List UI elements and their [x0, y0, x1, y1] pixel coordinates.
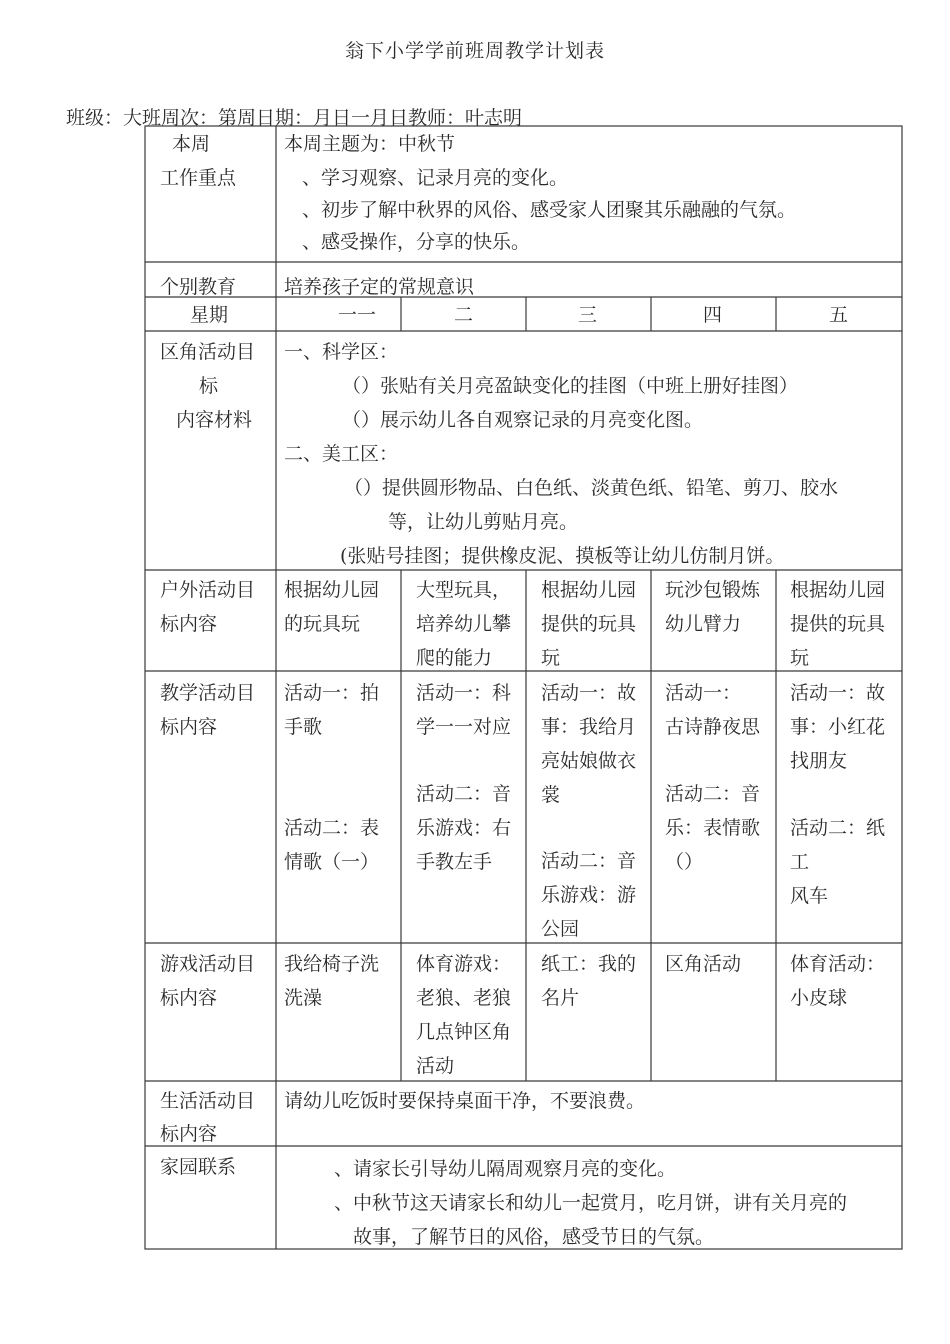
teaching-mon-line1: 活动一：拍 — [284, 682, 380, 704]
teaching-wed-line4: 裳 — [541, 784, 561, 806]
outdoor-wed-line3: 玩 — [541, 647, 561, 669]
teaching-thu-line6: （） — [665, 851, 704, 873]
game-tue-line3: 几点钟区角 — [416, 1021, 512, 1043]
teaching-fri-line7: 风车 — [790, 885, 829, 907]
teaching-tue-line4: 活动二：音 — [416, 783, 512, 805]
weekday-monday: 一一 — [338, 304, 377, 326]
game-tue-line2: 老狼、老狼 — [416, 987, 512, 1009]
weekday-thursday: 四 — [703, 304, 723, 326]
family-line-1: 、请家长引导幼儿隔周观察月亮的变化。 — [334, 1158, 677, 1180]
document-title: 翁下小学学前班周教学计划表 — [344, 40, 605, 62]
outdoor-thu-line2: 幼儿臂力 — [665, 613, 742, 635]
life-label-line1: 生活活动目 — [160, 1090, 256, 1112]
teaching-mon-line5: 活动二：表 — [284, 817, 380, 839]
life-label-line2: 标内容 — [160, 1123, 218, 1145]
game-fri-line1: 体育活动： — [790, 953, 886, 975]
individual-text: 培养孩子定的常规意识 — [284, 276, 475, 298]
family-line-2: 、中秋节这天请家长和幼儿一起赏月，吃月饼，讲有关月亮的 — [334, 1192, 848, 1214]
outdoor-label-line1: 户外活动目 — [160, 579, 256, 601]
teaching-mon-line2: 手歌 — [284, 716, 323, 738]
focus-item-2: 、初步了解中秋界的风俗、感受家人团聚其乐融融的气氛。 — [302, 199, 797, 221]
game-fri-line2: 小皮球 — [790, 987, 848, 1009]
corner-line-4: 二、美工区： — [284, 443, 399, 465]
game-tue-line4: 活动 — [416, 1055, 455, 1077]
teaching-thu-line5: 乐：表情歌 — [665, 817, 761, 839]
family-line-3: 故事，了解节日的风俗，感受节日的气氛。 — [353, 1226, 715, 1248]
teaching-thu-line2: 古诗静夜思 — [665, 716, 761, 738]
outdoor-tue-line1: 大型玩具， — [416, 579, 512, 601]
outdoor-tue-line2: 培养幼儿攀 — [416, 613, 512, 635]
teaching-thu-line4: 活动二：音 — [665, 783, 761, 805]
outdoor-mon-line1: 根据幼儿园 — [284, 579, 380, 601]
teaching-fri-line6: 工 — [790, 851, 810, 873]
corner-label-line2: 标 — [199, 375, 219, 397]
teaching-thu-line1: 活动一： — [665, 682, 742, 704]
outdoor-fri-line1: 根据幼儿园 — [790, 579, 886, 601]
outdoor-fri-line2: 提供的玩具 — [790, 613, 886, 635]
teaching-wed-line3: 亮姑娘做衣 — [541, 750, 637, 772]
game-thu-line1: 区角活动 — [665, 953, 742, 975]
focus-label-line1: 本周 — [172, 133, 211, 155]
teaching-tue-line1: 活动一：科 — [416, 682, 512, 704]
teaching-mon-line6: 情歌（一） — [284, 851, 380, 873]
game-tue-line1: 体育游戏： — [416, 953, 512, 975]
outdoor-tue-line3: 爬的能力 — [416, 647, 493, 669]
weekday-friday: 五 — [829, 304, 849, 326]
teaching-fri-line5: 活动二：纸 — [790, 817, 886, 839]
teaching-label-line1: 教学活动目 — [160, 682, 256, 704]
teaching-wed-line7: 乐游戏：游 — [541, 884, 637, 906]
corner-label-line3: 内容材料 — [176, 409, 253, 431]
corner-line-2: （）张贴有关月亮盈缺变化的挂图（中班上册好挂图） — [342, 375, 799, 397]
teaching-wed-line8: 公园 — [541, 918, 580, 940]
corner-line-5: （）提供圆形物品、白色纸、淡黄色纸、铅笔、剪刀、胶水 — [344, 477, 839, 499]
game-label-line2: 标内容 — [160, 987, 218, 1009]
game-label-line1: 游戏活动目 — [160, 953, 256, 975]
game-mon-line1: 我给椅子洗 — [284, 953, 380, 975]
outdoor-label-line2: 标内容 — [160, 613, 218, 635]
teaching-label-line2: 标内容 — [160, 716, 218, 738]
weekday-label: 星期 — [190, 304, 229, 326]
family-label: 家园联系 — [160, 1156, 237, 1178]
weekday-tuesday: 二 — [454, 304, 474, 326]
teaching-tue-line5: 乐游戏：右 — [416, 817, 512, 839]
focus-item-3: 、感受操作，分享的快乐。 — [302, 231, 531, 253]
class-info-line: 班级：大班周次：第周日期：月日一月日教师：叶志明 — [66, 107, 523, 129]
teaching-fri-line2: 事：小红花 — [790, 716, 886, 738]
teaching-tue-line2: 学一一对应 — [416, 716, 512, 738]
teaching-tue-line6: 手教左手 — [416, 851, 493, 873]
teaching-wed-line2: 事：我给月 — [541, 716, 637, 738]
game-wed-line1: 纸工：我的 — [541, 953, 637, 975]
focus-label-line2: 工作重点 — [160, 167, 237, 189]
corner-line-6: 等，让幼儿剪贴月亮。 — [388, 511, 579, 533]
teaching-wed-line1: 活动一：故 — [541, 682, 637, 704]
corner-line-7: (张贴号挂图；提供橡皮泥、摸板等让幼儿仿制月饼。 — [340, 545, 785, 567]
outdoor-thu-line1: 玩沙包锻炼 — [665, 579, 761, 601]
teaching-wed-line6: 活动二：音 — [541, 850, 637, 872]
corner-line-3: （）展示幼儿各自观察记录的月亮变化图。 — [342, 409, 704, 431]
individual-label: 个别教育 — [160, 276, 237, 298]
teaching-fri-line1: 活动一：故 — [790, 682, 886, 704]
corner-line-1: 一、科学区： — [284, 341, 399, 363]
outdoor-mon-line2: 的玩具玩 — [284, 613, 361, 635]
focus-theme: 本周主题为：中秋节 — [284, 133, 456, 155]
teaching-fri-line3: 找朋友 — [790, 750, 848, 772]
game-wed-line2: 名片 — [541, 987, 580, 1009]
corner-label-line1: 区角活动目 — [160, 341, 256, 363]
weekday-wednesday: 三 — [578, 304, 598, 326]
focus-item-1: 、学习观察、记录月亮的变化。 — [302, 167, 569, 189]
outdoor-fri-line3: 玩 — [790, 647, 810, 669]
outdoor-wed-line2: 提供的玩具 — [541, 613, 637, 635]
life-text: 请幼儿吃饭时要保持桌面干净，不要浪费。 — [284, 1090, 646, 1112]
game-mon-line2: 洗澡 — [284, 987, 323, 1009]
outdoor-wed-line1: 根据幼儿园 — [541, 579, 637, 601]
